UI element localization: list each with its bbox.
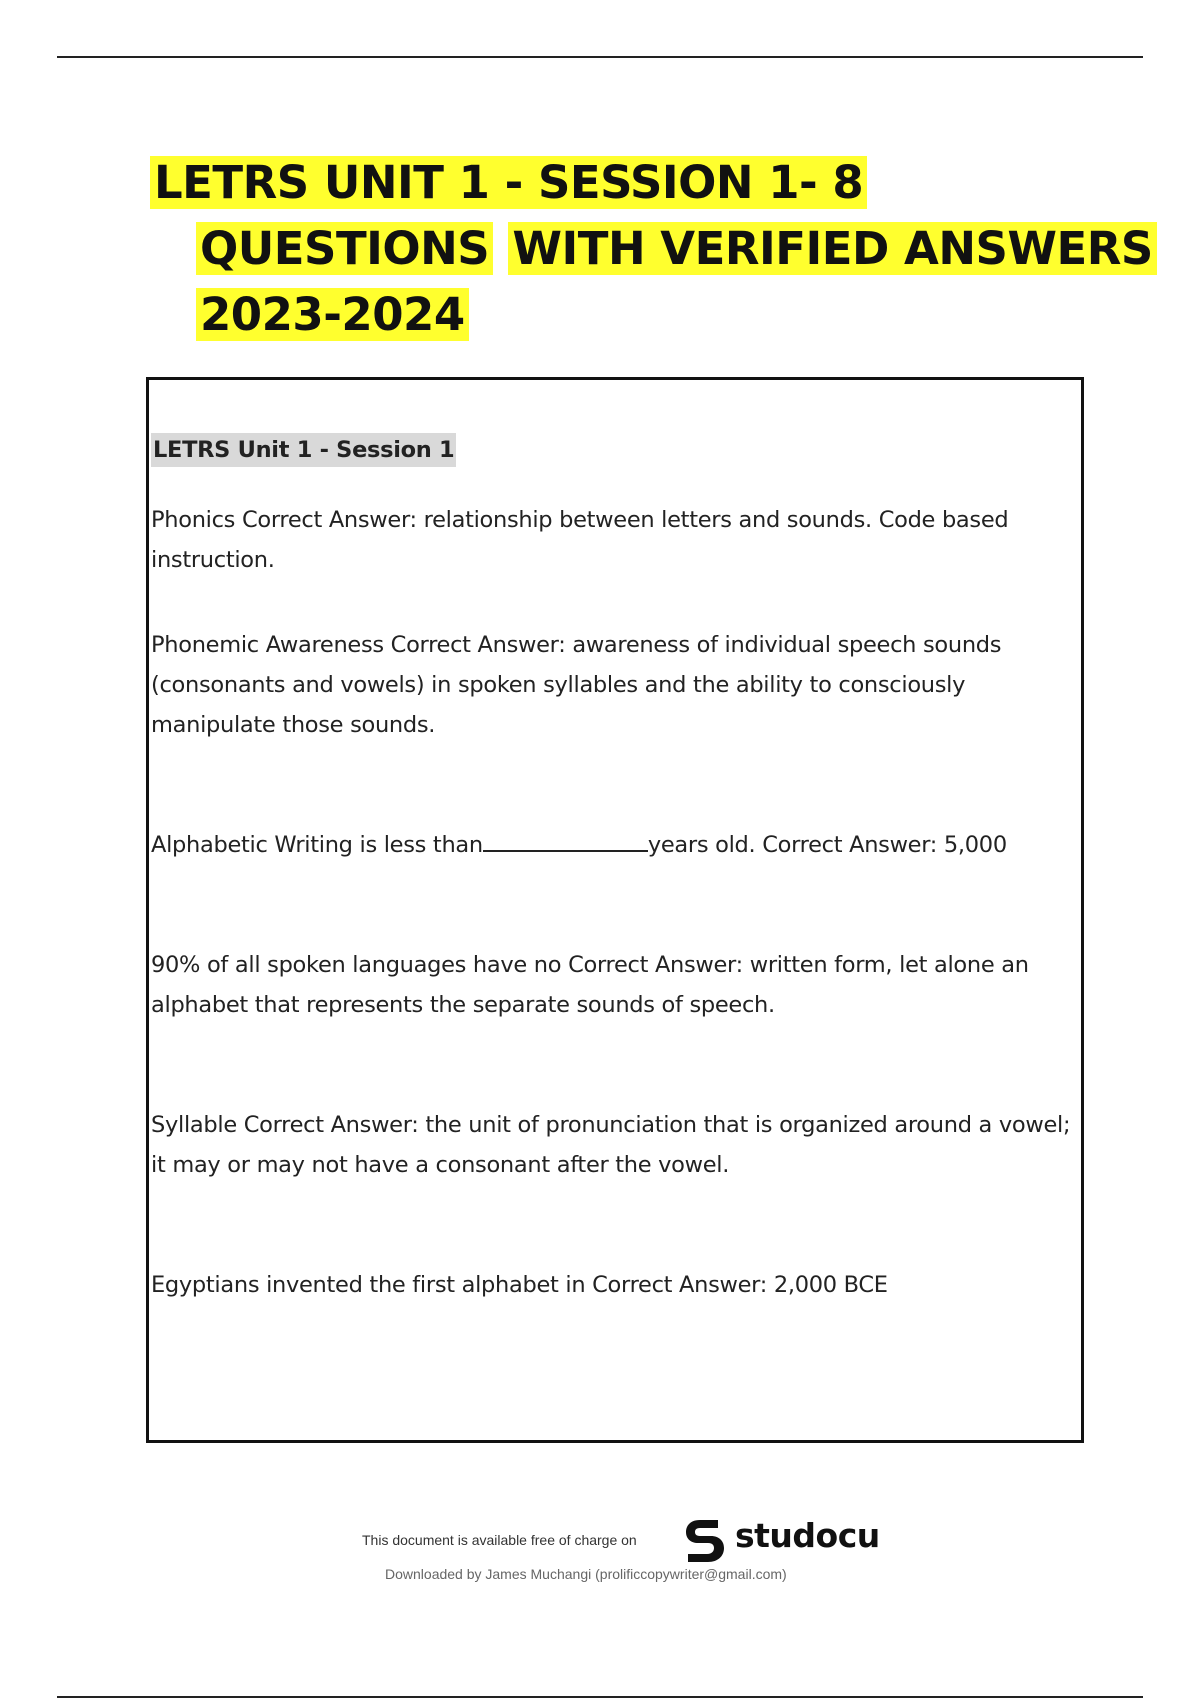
studocu-logo-icon — [680, 1514, 728, 1566]
availability-text: This document is available free of charge on — [362, 1532, 637, 1548]
qa-item-syllable: Syllable Correct Answer: the unit of pronunciation that is organized around a vowel; it may or may not have a consonant after the vowel. — [151, 1112, 1071, 1178]
downloaded-by-text: Downloaded by James Muchangi (prolificcopywriter@gmail.com) — [385, 1566, 787, 1582]
studocu-footer — [0, 1508, 1200, 1588]
answer-blank — [483, 828, 648, 852]
studocu-wordmark[interactable]: studocu — [735, 1516, 880, 1555]
qa-item-egyptians: Egyptians invented the first alphabet in Correct Answer: 2,000 BCE — [151, 1272, 888, 1298]
qa-item-spoken-languages: 90% of all spoken languages have no Correct Answer: written form, let alone an alphabet that represents the separate sounds of speech. — [151, 952, 1029, 1018]
content-body — [151, 430, 1071, 1298]
document-title — [150, 150, 1153, 348]
bottom-rule — [57, 1696, 1143, 1698]
title-line-3: 2023-2024 — [150, 282, 1110, 348]
title-line-2: QUESTIONS WITH VERIFIED ANSWERS — [150, 216, 1110, 282]
title-line-1: LETRS UNIT 1 - SESSION 1- 8 — [150, 150, 1110, 216]
qa-item-alphabetic-writing: Alphabetic Writing is less than years old. Correct Answer: 5,000 — [151, 825, 1071, 865]
session-heading: LETRS Unit 1 - Session 1 — [151, 433, 456, 467]
content-box — [146, 377, 1084, 1443]
qa-item-phonemic-awareness: Phonemic Awareness Correct Answer: awareness of individual speech sounds (consonants and vowels) in spoken syllables and the ability to consciously manipulate those sounds. — [151, 632, 1002, 738]
qa-item-phonics: Phonics Correct Answer: relationship between letters and sounds. Code based instruction. — [151, 507, 1009, 573]
top-rule — [57, 56, 1143, 58]
